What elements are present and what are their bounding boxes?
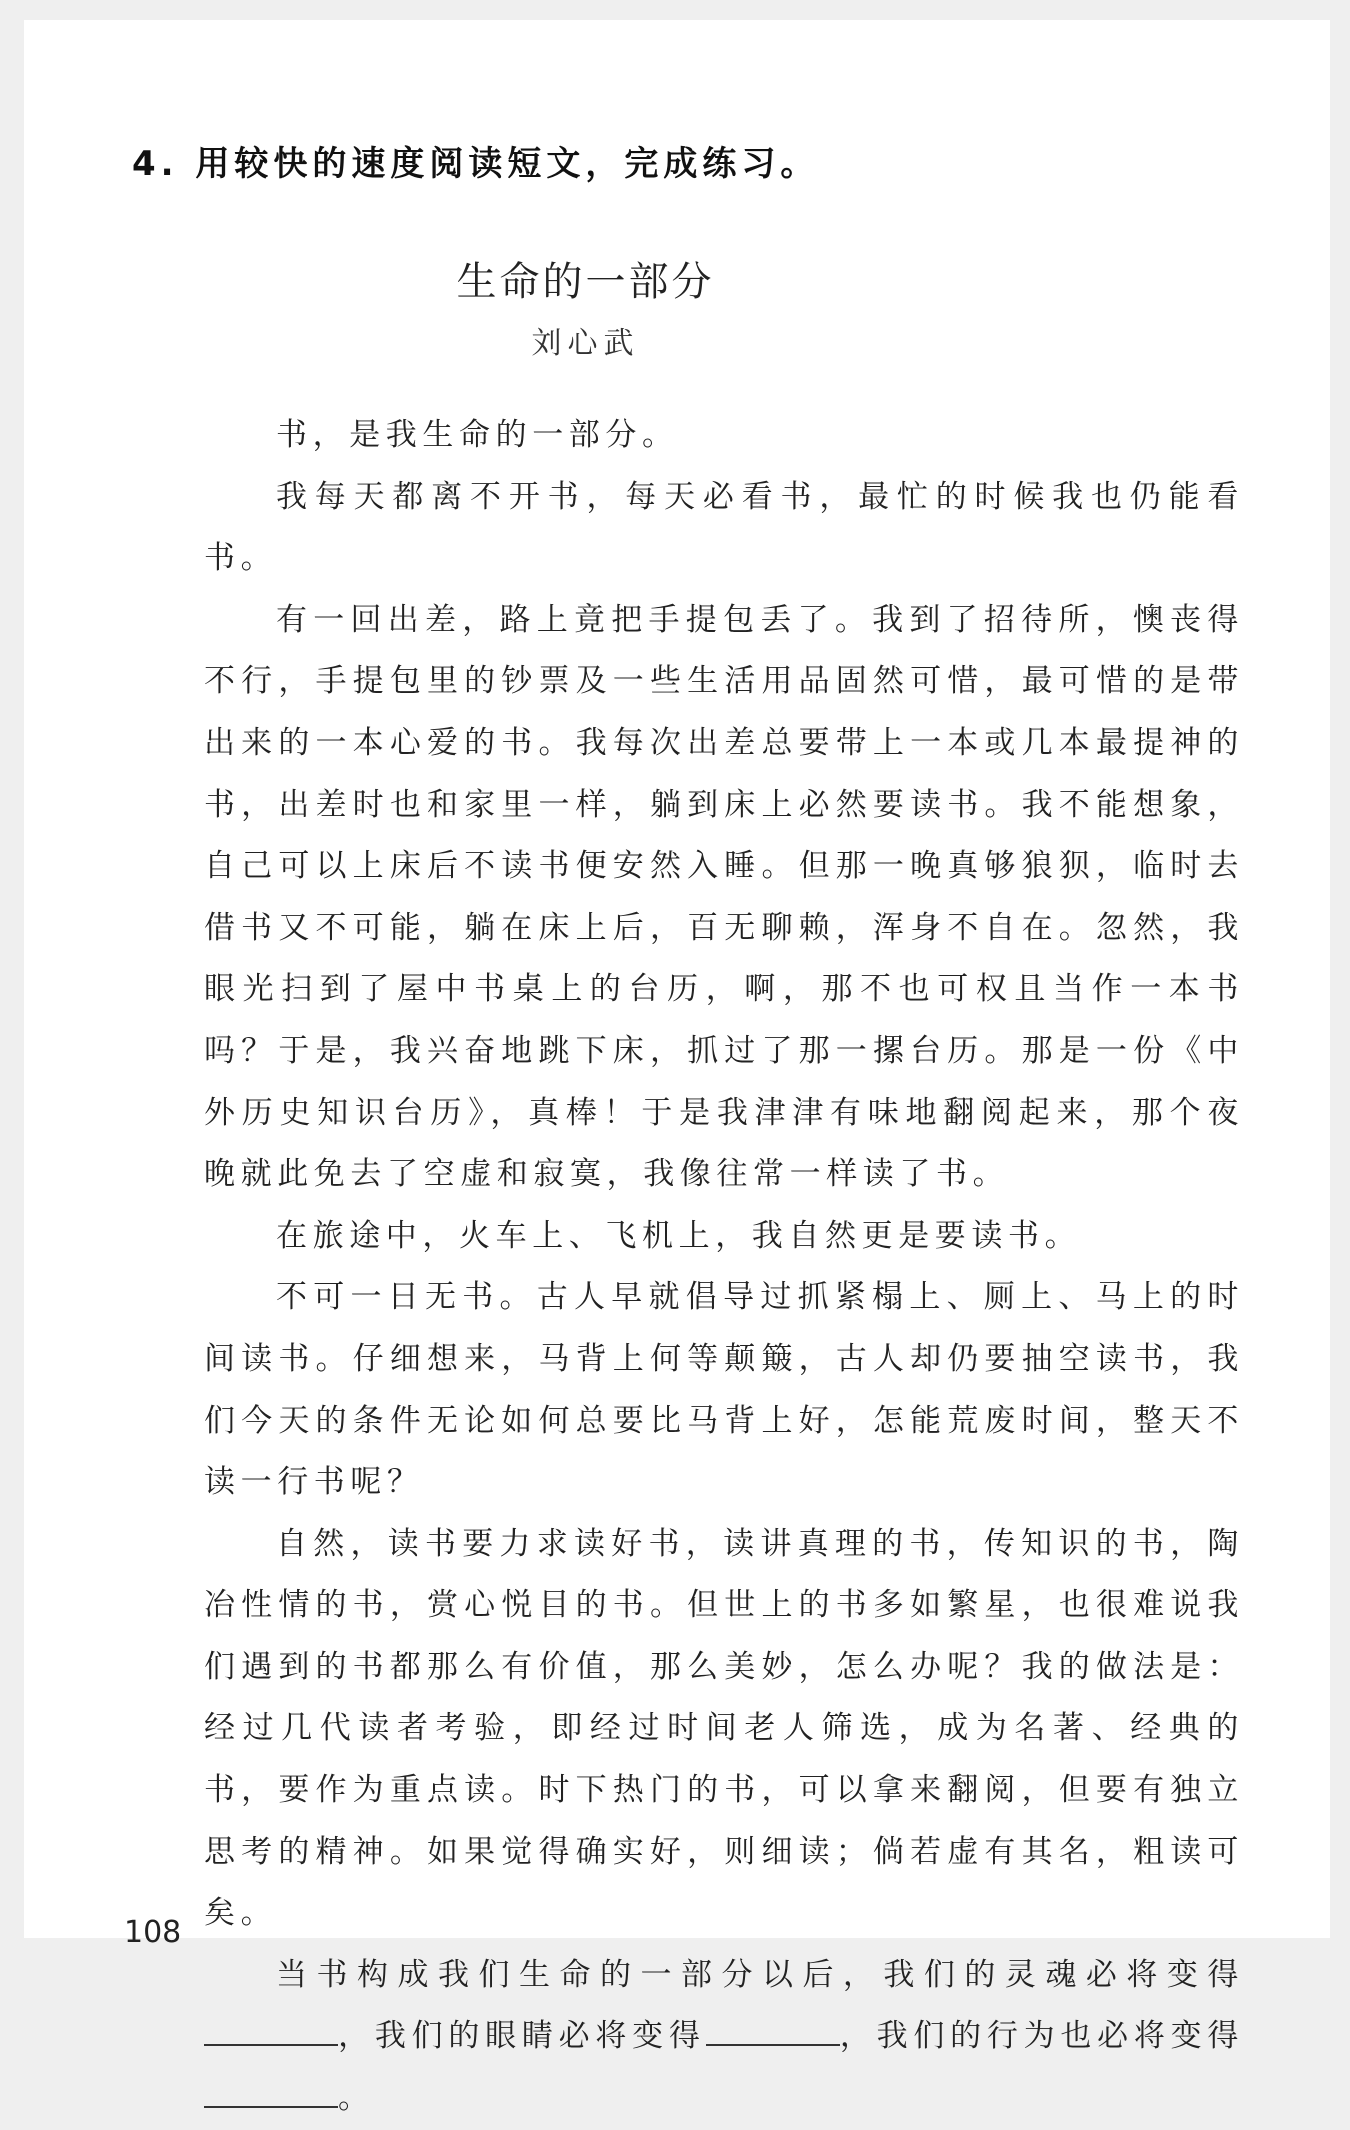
textbook-page bbox=[24, 20, 1330, 2117]
page-number: 108 bbox=[124, 1915, 182, 1950]
article-body bbox=[204, 405, 1244, 2130]
fill-in-text: ，我们的眼睛必将变得 bbox=[338, 2018, 706, 2055]
fill-in-text: 。 bbox=[338, 2080, 375, 2117]
article-author: 刘心武 bbox=[531, 326, 640, 361]
answer-blank-2[interactable] bbox=[706, 2015, 840, 2046]
paragraph: 我每天都离不开书，每天必看书，最忙的时候我也仍能看书。 bbox=[204, 478, 1244, 577]
fill-in-text: ，我们的行为也必将变得 bbox=[839, 2018, 1244, 2055]
paragraph: 在旅途中，火车上、飞机上，我自然更是要读书。 bbox=[276, 1217, 1082, 1254]
answer-blank-1[interactable] bbox=[204, 2015, 338, 2046]
exercise-heading: 4. 用较快的速度阅读短文，完成练习。 bbox=[132, 144, 820, 184]
paragraph: 书，是我生命的一部分。 bbox=[276, 417, 679, 453]
fill-in-text: 当书构成我们生命的一部分以后，我们的灵魂必将变得 bbox=[276, 1956, 1244, 1993]
answer-blank-3[interactable] bbox=[204, 2077, 338, 2108]
paragraph: 有一回出差，路上竟把手提包丢了。我到了招待所，懊丧得不行，手提包里的钞票及一些生活用品固然可惜，最可惜的是带出来的一本心爱的书。我每次出差总要带上一本或几本最提神的书，出差时也和家里一样，躺到床上必然要读书。我不能想象，自己可以上床后不读书便安然入睡。但那一晚真够狼狈，临时去借书又不可能，躺在床上后，百无聊赖，浑身不自在。忽然，我眼光扫到了屋中书桌上的台历，啊，那不也可权且当作一本书吗？于是，我兴奋地跳下床，抓过了那一摞台历。那是一份《中外历史知识台历》，真棒！于是我津津有味地翻阅起来，那个夜晚就此免去了空虚和寂寞，我像往常一样读了书。 bbox=[204, 601, 1244, 1193]
article-title: 生命的一部分 bbox=[456, 259, 715, 305]
fill-in-question bbox=[204, 1945, 1244, 2130]
paragraph: 自然，读书要力求读好书，读讲真理的书，传知识的书，陶冶性情的书，赏心悦目的书。但世上的书多如繁星，也很难说我们遇到的书都那么有价值，那么美妙，怎么办呢？我的做法是：经过几代读者考验，即经过时间老人筛选，成为名著、经典的书，要作为重点读。时下热门的书，可以拿来翻阅，但要有独立思考的精神。如果觉得确实好，则细读；倘若虚有其名，粗读可矣。 bbox=[204, 1525, 1244, 1932]
paragraph: 不可一日无书。古人早就倡导过抓紧榻上、厕上、马上的时间读书。仔细想来，马背上何等颠簸，古人却仍要抽空读书，我们今天的条件无论如何总要比马背上好，怎能荒废时间，整天不读一行书呢？ bbox=[204, 1279, 1244, 1501]
